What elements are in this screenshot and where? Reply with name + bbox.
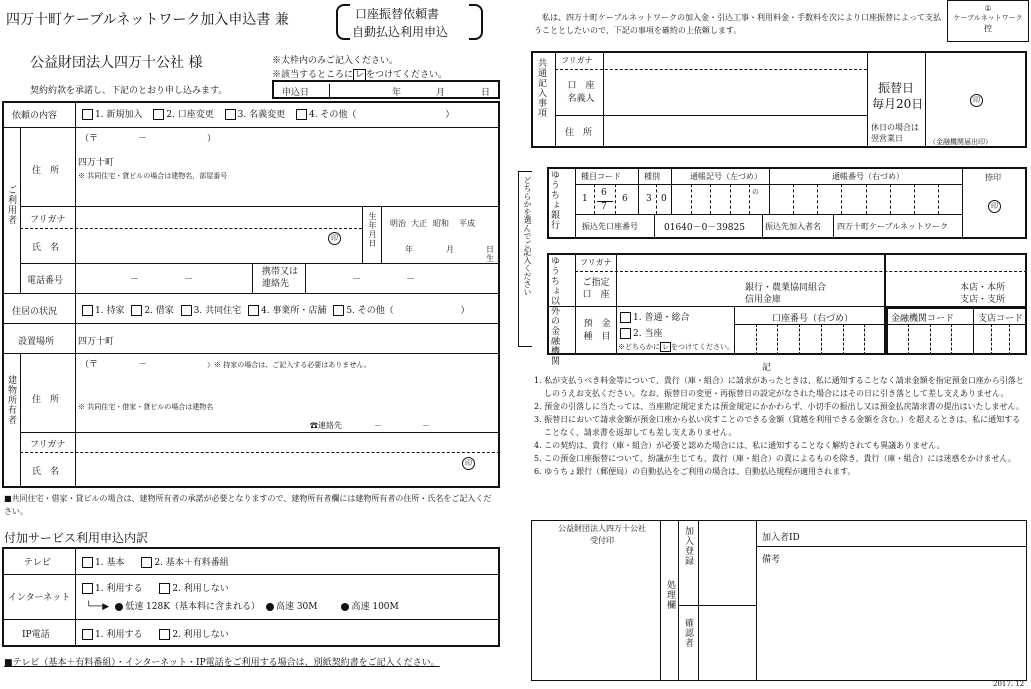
tv-checkbox-2[interactable] (141, 557, 152, 568)
code-digit: 3 (646, 194, 652, 204)
branch-type-line2: 支店・支所 (960, 295, 1006, 305)
digit-cell-divider (841, 184, 842, 214)
phone-label: 電話番号 (27, 276, 64, 286)
terms-heading: 記 (762, 363, 772, 373)
user-seal-icon: 印 (328, 232, 341, 245)
digit-cell-divider (749, 184, 750, 214)
speed-bullet-icon (115, 603, 123, 611)
residence-checkbox-5[interactable] (333, 305, 344, 316)
registered-label: 加入登録 (683, 526, 693, 566)
common-section-label: 共通記入事項 (536, 58, 546, 118)
addressee: 公益財団法人四万十公社 様 (30, 55, 203, 71)
mobile-field[interactable]: － － (352, 275, 416, 285)
right-bracket (469, 4, 483, 40)
request-options[interactable]: 1. 新規加入 2. 口座変更 3. 名義変更 4. その他（ ） (82, 107, 454, 120)
note-check: ※該当するところに レ をつけてください。 (272, 70, 448, 80)
left-bracket (336, 4, 350, 40)
form-title: 四万十町ケーブルネットワーク加入申込書 兼 (6, 12, 289, 28)
residence-checkbox-1[interactable] (82, 305, 93, 316)
residence-checkbox-3[interactable] (181, 305, 192, 316)
tv-label: テレビ (24, 558, 51, 568)
residence-checkbox-4[interactable] (248, 305, 259, 316)
bank-seal-label: （金融機関届出印） (929, 138, 992, 146)
user-address-label: 住 所 (32, 166, 60, 176)
internet-checkbox-2[interactable] (159, 583, 170, 594)
residence-label: 住居の状況 (12, 307, 58, 317)
bank-type-line1: 銀行・農業協同組合 (745, 283, 827, 293)
stamp-box: ① ケーブルネットワーク 控 (947, 0, 1029, 42)
code-digit: 6 (622, 194, 628, 204)
holiday-note: 休日の場合は翌営業日 (871, 123, 919, 143)
ip-phone-label: IP電話 (22, 630, 50, 640)
ip-checkbox-2[interactable] (159, 629, 170, 640)
yucho-seal-icon: 印 (988, 200, 1001, 213)
internet-options[interactable]: 1. 利用する 2. 利用しない (82, 581, 229, 594)
symbol-header: 通帳記号（左づめ） (690, 172, 762, 181)
common-frame (531, 51, 1027, 148)
account-number-cells[interactable] (734, 324, 886, 355)
common-address-label: 住 所 (565, 128, 593, 138)
request-checkbox-2[interactable] (153, 109, 164, 120)
transfer-day-label: 振替日 (878, 81, 915, 95)
code-digit: 0 (661, 194, 667, 204)
branch-type-line1: 本店・本所 (960, 283, 1006, 293)
code-digit: 7 (601, 202, 607, 212)
speed-bullet-icon (266, 603, 274, 611)
code-digit: 1 (582, 194, 588, 204)
birth-label: 生年月日 (368, 212, 377, 248)
user-postal[interactable]: （〒 － ） (80, 134, 217, 144)
digit-cell-divider (1009, 324, 1010, 355)
install-place-label: 設置場所 (18, 337, 55, 347)
deposit-checkbox-2[interactable] (620, 328, 631, 339)
services-note: ■テレビ（基本＋有料番組）・インターネット・IP電話をご利用する場合は、別紙契約書をご記入ください。 (4, 658, 440, 668)
digit-cell-divider (951, 324, 952, 355)
request-label: 依頼の内容 (12, 111, 58, 121)
install-place-value[interactable]: 四万十町 (78, 337, 115, 347)
terms-item: 5. この預金口座振替について、紛議が生じても、貴行（庫・組合）の責によるものを除き、貴行（庫・組合）には迷惑をかけません。 (534, 454, 1017, 463)
deposit-type-label: 預 金 種 目 (583, 319, 611, 342)
application-date-box[interactable]: 申込日 年 月 日 (272, 80, 500, 99)
bank-seal-icon: 印 (970, 94, 983, 107)
ip-checkbox-1[interactable] (82, 629, 93, 640)
residence-options[interactable]: 1. 持家 2. 借家 3. 共同住宅 4. 事業所・店舗 5. その他（ ） (82, 303, 470, 316)
phone-field[interactable]: － － (130, 275, 194, 285)
dest-name-label: 振込先加入者名 (765, 222, 821, 231)
kind-header: 種別 (644, 172, 660, 181)
internet-speeds[interactable]: └──▶ 低速 128K（基本料に含まれる） 高速 30M 高速 100M (86, 602, 399, 612)
user-name-label: 氏 名 (32, 243, 60, 253)
digit-cell-divider (756, 324, 757, 355)
digit-cell-divider (908, 324, 909, 355)
tv-options[interactable]: 1. 基本 2. 基本＋有料番組 (82, 555, 229, 568)
number-header: 通帳番号（右づめ） (832, 172, 904, 181)
digit-cell-divider (730, 184, 731, 214)
account-number-label: 口座番号（右づめ） (772, 314, 854, 324)
digit-cell-divider (890, 184, 891, 214)
digit-cell-divider (866, 184, 867, 214)
application-date-label: 申込日 (282, 88, 310, 98)
mobile-label: 携帯又は連絡先 (262, 267, 299, 289)
owner-address-note: ※ 共同住宅・借家・貸ビルの場合は建物名 (78, 403, 214, 411)
digit-cell-divider (930, 324, 931, 355)
terms-item: 1. 私が支払うべき料金等について、貴行（庫・組合）に請求があったときは、私に通知することなく請求金額を指定預金口座から引落としのうえお支払ください。なお、振替日の変更・再振替日の設定がなされた場合にはその日に引き落として差し支えありません。 (534, 376, 1024, 398)
terms-item: 3. 振替日において請求金額が預金口座から払い戻すことのできる金額（貸越を利用できる金額を含む。）を超えるときは、私に通知することなく、請求書を返却しても差し支えありません。 (534, 415, 1021, 437)
inst-code-cells[interactable] (886, 324, 973, 355)
speed-bullet-icon (341, 603, 349, 611)
digit-cell-divider (991, 324, 992, 355)
birth-eras[interactable]: 明治 大正 昭和 平成 (390, 219, 475, 228)
user-address-note: ※ 共同住宅・貸ビルの場合は建物名，部屋番号 (78, 172, 228, 180)
digit-cell-divider (843, 324, 844, 355)
owner-name-label: 氏 名 (32, 467, 60, 477)
bank-type-line2: 信用金庫 (745, 295, 782, 305)
residence-checkbox-2[interactable] (131, 305, 142, 316)
services-heading: 付加サービス利用申込内訳 (4, 531, 149, 545)
arrow-icon: └──▶ (86, 602, 110, 612)
digit-cell-divider (691, 184, 692, 214)
member-id-label: 加入者ID (762, 533, 800, 543)
owner-note: ■共同住宅・借家・貸ビルの場合は、建物所有者の承諾が必要となりますので、建物所有者欄には建物所有者の住所・氏名をご記入ください。 (4, 494, 492, 516)
dest-account-label: 振込先口座番号 (582, 222, 638, 231)
digit-cell-divider (821, 324, 822, 355)
account-holder-label: 口 座 名義人 (567, 81, 595, 104)
dest-name-value: 四万十町ケーブルネットワーク (837, 222, 949, 231)
terms-item: 2. 預金の引落しに当たっては、当座勘定規定または預金規定にかかわらず、小切手の振出し又は預金払戻請求書の提出はいたしません。 (534, 402, 1025, 411)
digit-cell-divider (793, 184, 794, 214)
owner-postal[interactable]: （〒 － ）※ 持家の場合は、ご記入する必要はありません。 (80, 360, 371, 370)
user-town: 四万十町 (78, 158, 115, 168)
owner-seal-icon: 印 (462, 457, 475, 470)
deposit-note: ※どちらかに レ をつけてください。 (618, 343, 734, 351)
form-version: 2017. 12 (993, 680, 1025, 688)
terms-item: 4. この契約は、貴行（庫・組合）が必要と認めた場合には、私に通知することなく解約されても異議ありません。 (534, 441, 945, 450)
deposit-checkbox-1[interactable] (620, 312, 631, 323)
note-bold-frame: ※太枠内のみご記入ください。 (272, 56, 399, 66)
number-cells[interactable] (769, 184, 962, 214)
designated-account-label: ご指定 口 座 (582, 278, 610, 300)
digit-cell-divider (817, 184, 818, 214)
yucho-side-label: ゆうちょ銀行 (549, 170, 559, 230)
branch-code-cells[interactable] (973, 324, 1027, 355)
services-frame (2, 547, 500, 647)
owner-contact[interactable]: ☎連絡先 － － (310, 421, 430, 430)
yucho-seal-label: 捺印 (985, 173, 1001, 182)
agreement-text: 契約約款を承諾し、下記のとおり申し込みます。 (30, 86, 228, 96)
request-checkbox-1[interactable] (82, 109, 93, 120)
kind-code-header: 種目コード (581, 172, 621, 181)
code-digit: 6 (601, 188, 607, 198)
terms-list (534, 374, 1026, 478)
tv-checkbox-1[interactable] (82, 557, 93, 568)
digit-cell-divider (914, 184, 915, 214)
digit-cell-divider (710, 184, 711, 214)
transfer-day-value: 毎月20日 (872, 97, 924, 111)
digit-cell-divider (799, 324, 800, 355)
choose-guide: どちらかを選んでご記入ください (523, 176, 532, 296)
internet-label: インターネット (8, 593, 71, 603)
request-checkbox-4[interactable] (296, 109, 307, 120)
terms-item: 6. ゆうちょ銀行（郵便局）の自動払込をご利用の場合は、自動払込規程が適用されます。 (534, 467, 856, 476)
ip-phone-options[interactable]: 1. 利用する 2. 利用しない (82, 627, 229, 640)
confirmer-label: 確認者 (683, 618, 693, 648)
digit-cell-divider (864, 324, 865, 355)
processing-label: 処理欄 (665, 580, 675, 610)
no-mark: の (752, 188, 759, 196)
receipt-stamp-label: 公益財団法人四万十公社 受付印 (558, 524, 646, 545)
owner-furigana-label: フリガナ (30, 440, 66, 450)
internet-checkbox-1[interactable] (82, 583, 93, 594)
bank-furigana-label: フリガナ (580, 258, 612, 267)
right-intro: 私は、四万十町ケーブルネットワークの加入金・引込工事・利用料金・手数料を次により口座振替によって支払うこととしたいので、下記の事項を確約の上依頼します。 (534, 13, 942, 35)
user-furigana-label: フリガナ (30, 215, 66, 225)
inst-code-label: 金融機関コード (891, 314, 955, 324)
remarks-label: 備考 (762, 555, 781, 565)
request-checkbox-3[interactable] (225, 109, 236, 120)
digit-cell-divider (938, 184, 939, 214)
common-furigana-label: フリガナ (561, 56, 593, 65)
branch-code-label: 支店コード (978, 314, 1024, 324)
bank-side-label: ゆうちょ以外の金融機関 (549, 256, 559, 366)
owner-section-label: 建物所有者 (6, 375, 16, 425)
title-bracket-line1: 口座振替依頼書 (355, 7, 440, 21)
user-section-label: ご利用者 (6, 185, 16, 225)
title-bracket-line2: 自動払込利用申込 (352, 25, 449, 39)
deposit-options[interactable]: 1. 普通・総合 (620, 310, 689, 323)
owner-address-label: 住 所 (32, 395, 60, 405)
dest-account-value: 01640－0－39825 (664, 223, 745, 233)
digit-cell-divider (777, 324, 778, 355)
